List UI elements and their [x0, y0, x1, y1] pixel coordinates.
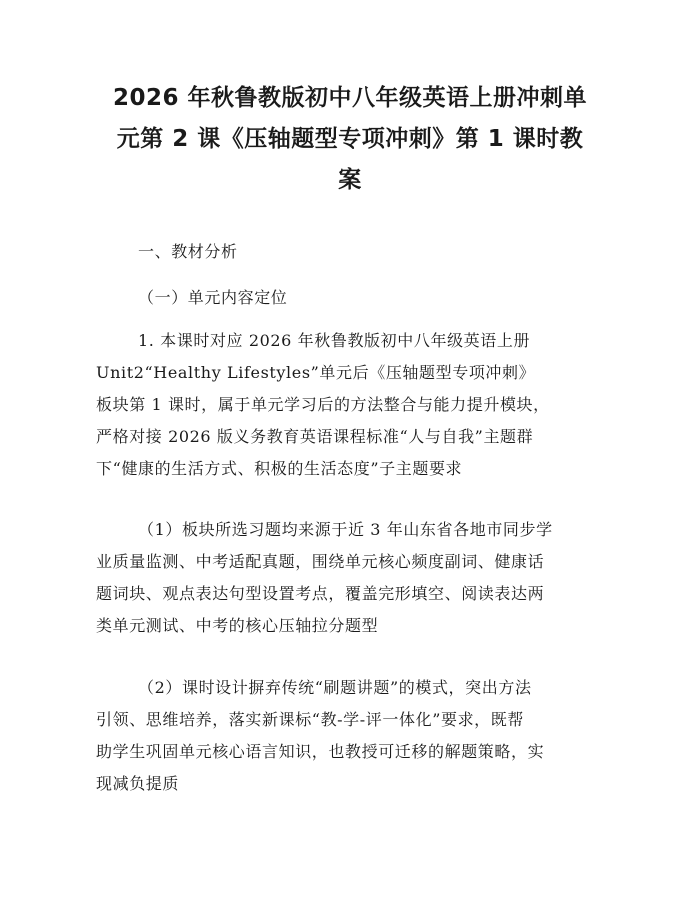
paragraph-line: 类单元测试、中考的核心压轴拉分题型	[96, 616, 379, 635]
section-subheading: （一）单元内容定位	[138, 288, 288, 307]
paragraph-1	[96, 325, 550, 485]
paragraph-line: （1）板块所选习题均来源于近 3 年山东省各地市同步学	[138, 520, 553, 539]
paragraph-line: 题词块、观点表达句型设置考点，覆盖完形填空、阅读表达两	[96, 584, 545, 603]
paragraph-line: 现减负提质	[96, 774, 180, 793]
paragraph-line: （2）课时设计摒弃传统“刷题讲题”的模式，突出方法	[138, 678, 532, 697]
paragraph-line: 业质量监测、中考适配真题，围绕单元核心频度副词、健康话	[96, 552, 545, 571]
title-line: 2026 年秋鲁教版初中八年级英语上册冲刺单	[112, 85, 588, 111]
paragraph-line: 引领、思维培养，落实新课标“教-学-评一体化”要求，既帮	[96, 710, 524, 729]
paragraph-2	[96, 514, 553, 642]
document-title	[96, 78, 604, 201]
section-heading: 一、教材分析	[138, 242, 238, 261]
paragraph-line: 1. 本课时对应 2026 年秋鲁教版初中八年级英语上册	[138, 331, 531, 350]
paragraph-line: Unit2“Healthy Lifestyles”单元后《压轴题型专项冲刺》	[96, 363, 536, 382]
title-line: 案	[338, 167, 362, 193]
paragraph-line: 助学生巩固单元核心语言知识，也教授可迁移的解题策略，实	[96, 742, 545, 761]
paragraph-line: 板块第 1 课时，属于单元学习后的方法整合与能力提升模块，	[96, 395, 550, 414]
title-line: 元第 2 课《压轴题型专项冲刺》第 1 课时教	[116, 126, 584, 152]
paragraph-3	[96, 672, 544, 800]
paragraph-line: 严格对接 2026 版义务教育英语课程标准“人与自我”主题群	[96, 427, 534, 446]
paragraph-line: 下“健康的生活方式、积极的生活态度”子主题要求	[96, 459, 463, 478]
